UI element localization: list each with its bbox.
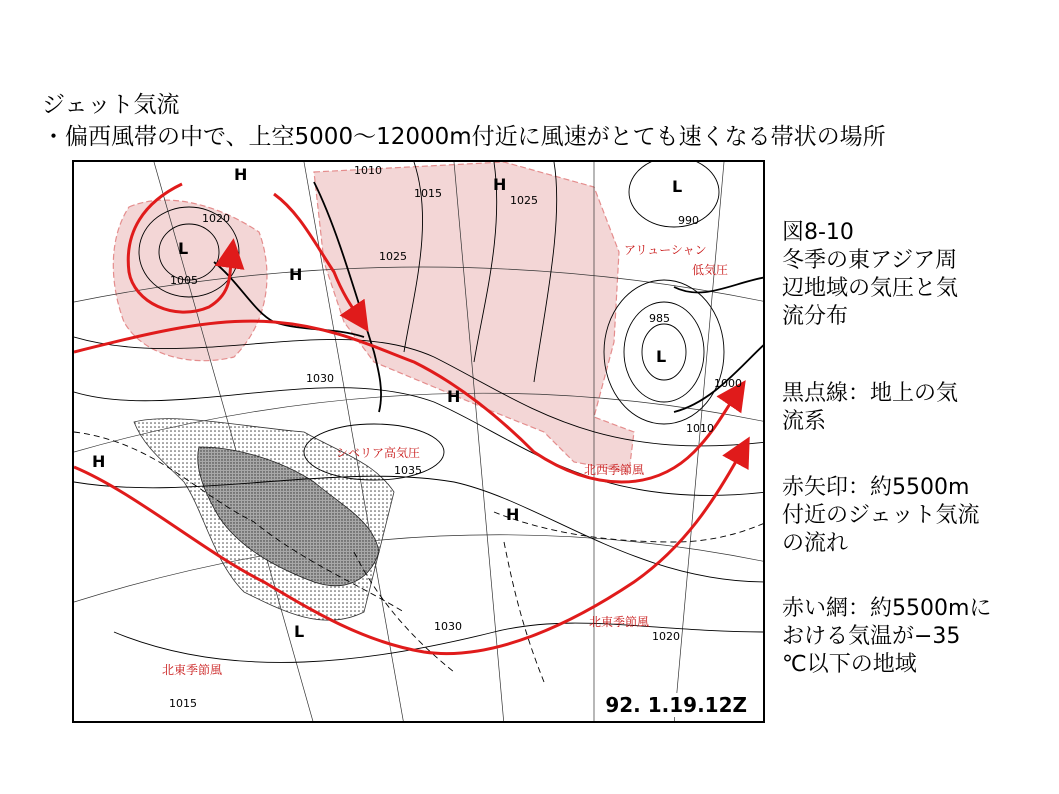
isobar-label: 1030 <box>434 620 462 633</box>
isobar-label: 1000 <box>714 377 742 390</box>
legend-red-arrow-line: 赤矢印：約5500m <box>782 475 970 500</box>
weather-map-drawing <box>74 162 765 723</box>
isobar-label: 1015 <box>414 187 442 200</box>
legend-red-net-line: 赤い網：約5500mに <box>782 596 992 621</box>
pressure-center-h-top-left: H <box>234 165 248 184</box>
figure-number-text: 図8-10 <box>782 220 854 245</box>
legend-red-net-line: おける気温が−35 <box>782 624 961 649</box>
pressure-center-l-west: L <box>178 239 189 258</box>
legend-black-dotted <box>782 380 958 436</box>
figure-number <box>782 219 854 247</box>
pressure-center-l-northeast: L <box>672 177 683 196</box>
isobar-label: 1020 <box>652 630 680 643</box>
legend-red-net <box>782 595 991 679</box>
aleutian-low-label-2: 低気圧 <box>692 263 729 277</box>
legend-red-arrow-line: 付近のジェット気流 <box>782 503 980 528</box>
slide-subtitle: ・偏西風帯の中で、上空5000～12000m付近に風速がとても速くなる帯状の場所 <box>42 124 886 150</box>
isobar-label: 1005 <box>170 274 198 287</box>
isobar-label: 1010 <box>686 422 714 435</box>
figure-description-line: 辺地域の気圧と気 <box>782 276 959 301</box>
figure-description-line: 冬季の東アジア周 <box>782 248 958 273</box>
legend-red-arrow-line: の流れ <box>782 531 849 556</box>
legend-red-arrow <box>782 474 980 558</box>
aleutian-low-label: アリューシャン <box>624 243 707 257</box>
isobar-label: 1025 <box>379 250 407 263</box>
pressure-center-h-southwest: H <box>92 452 106 471</box>
isobar-label: 990 <box>678 214 699 227</box>
isobar-label: 1030 <box>306 372 334 385</box>
pressure-center-h-central: H <box>447 387 461 406</box>
map-date-stamp: 92. 1.19.12Z <box>601 693 751 717</box>
isobar-label: 1035 <box>394 464 422 477</box>
slide-title: ジェット気流 <box>42 92 180 118</box>
pressure-center-h-south: H <box>506 505 520 524</box>
isobar-label: 985 <box>649 312 670 325</box>
legend-black-dotted-line: 黒点線：地上の気 <box>782 381 959 406</box>
weather-map <box>72 160 765 723</box>
pressure-center-l-southwest: L <box>294 622 305 641</box>
siberian-high-label: シベリア高気圧 <box>336 446 421 460</box>
pressure-center-l-aleutian: L <box>656 347 667 366</box>
figure-description-line: 流分布 <box>782 304 849 329</box>
pressure-center-h-north: H <box>493 175 507 194</box>
isobar-label: 1015 <box>169 697 197 710</box>
northwest-monsoon-label: 北西季節風 <box>584 463 645 477</box>
northeast-monsoon-label-2: 北東季節風 <box>162 663 223 677</box>
isobar-label: 1025 <box>510 194 538 207</box>
northeast-monsoon-label: 北東季節風 <box>589 615 650 629</box>
pressure-center-h-mongolia: H <box>289 265 303 284</box>
isobar-label: 1010 <box>354 164 382 177</box>
isobar-label: 1020 <box>202 212 230 225</box>
figure-description <box>782 247 958 331</box>
legend-red-net-line: ℃以下の地域 <box>782 652 917 677</box>
legend-black-dotted-line: 流系 <box>782 409 827 434</box>
